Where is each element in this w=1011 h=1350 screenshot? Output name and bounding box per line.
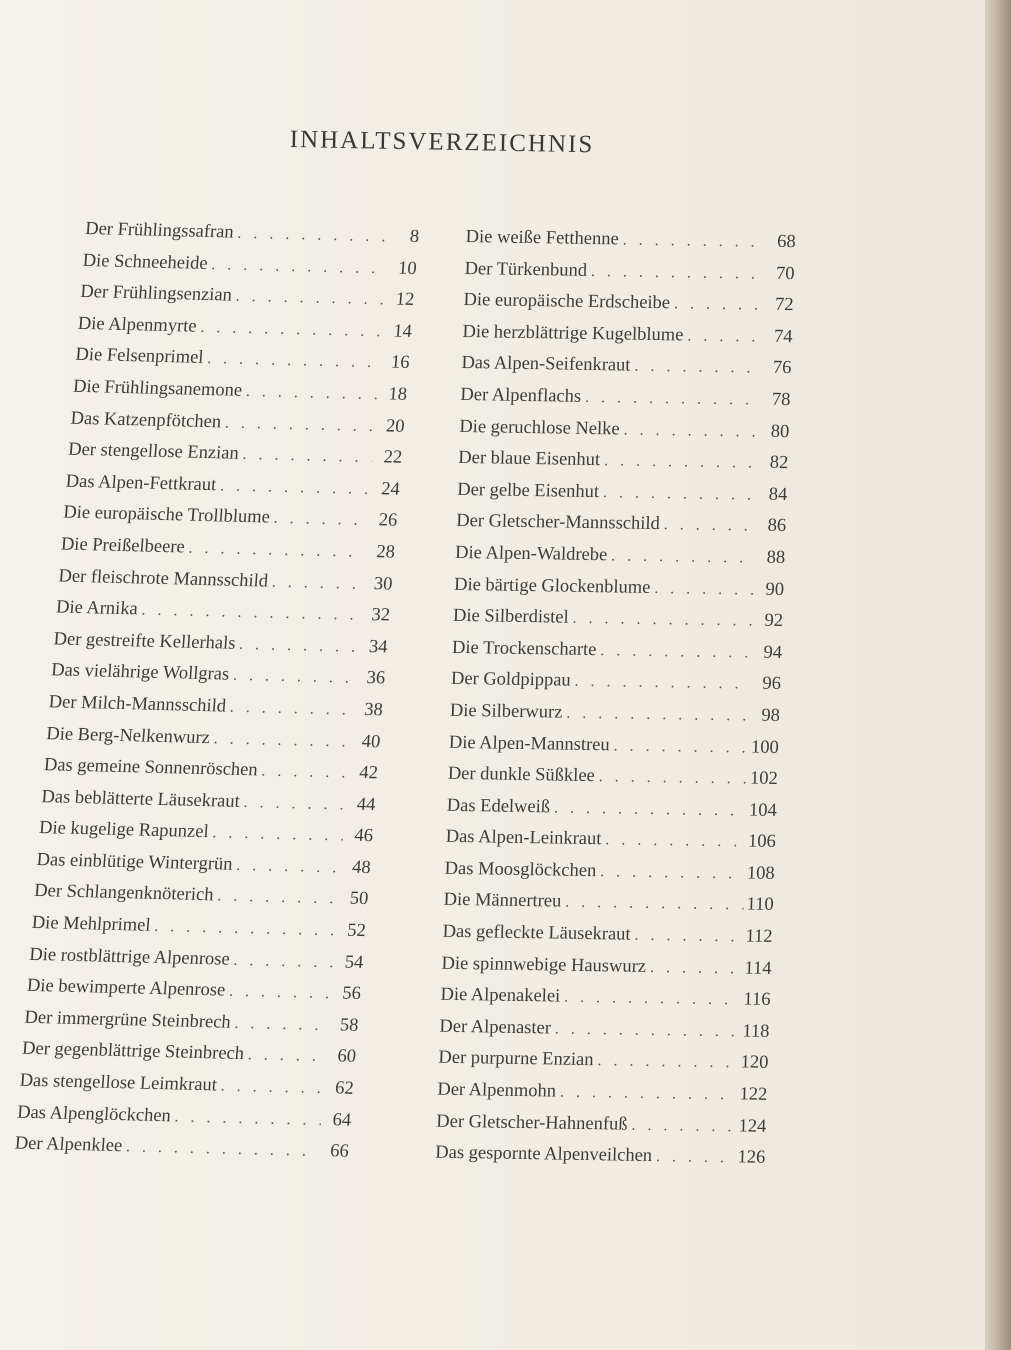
entry-title: Die bärtige Glockenblume xyxy=(453,574,651,598)
page-title: INHALTSVERZEICHNIS xyxy=(289,126,595,159)
dot-leader xyxy=(619,421,759,441)
entry-title: Die Alpenakelei xyxy=(440,984,561,1007)
entry-page-number: 56 xyxy=(341,983,362,1005)
dot-leader xyxy=(650,579,754,599)
entry-title: Die Berg-Nelkenwurz xyxy=(45,723,211,748)
dot-leader xyxy=(659,516,756,536)
entry-title: Die Arnika xyxy=(55,597,139,620)
entry-page-number: 120 xyxy=(740,1052,769,1074)
entry-title: Der purpurne Enzian xyxy=(438,1048,594,1071)
entry-title: Der Alpenklee xyxy=(14,1133,123,1157)
entry-page-number: 26 xyxy=(378,510,399,532)
dot-leader xyxy=(228,667,355,688)
dot-leader xyxy=(121,1138,319,1161)
entry-title: Das Alpenglöckchen xyxy=(16,1102,172,1126)
entry-page-number: 62 xyxy=(334,1078,355,1099)
entry-page-number: 82 xyxy=(769,452,789,474)
entry-page-number: 12 xyxy=(395,289,416,311)
dot-leader xyxy=(224,983,331,1004)
entry-page-number: 54 xyxy=(344,952,365,973)
entry-title: Die spinnwebige Hauswurz xyxy=(441,953,647,977)
dot-leader xyxy=(229,951,334,972)
entry-title: Die Schneeheide xyxy=(82,250,209,274)
entry-page-number: 116 xyxy=(743,989,771,1011)
entry-title: Der Goldpippau xyxy=(450,669,572,692)
entry-title: Der immergrüne Steinbrech xyxy=(23,1007,232,1033)
entry-title: Das Alpen-Seifenkraut xyxy=(461,353,631,376)
entry-title: Die europäische Trollblume xyxy=(62,502,271,528)
dot-leader xyxy=(627,1116,736,1136)
entry-title: Der gelbe Eisenhut xyxy=(456,479,600,502)
entry-title: Das Moosglöckchen xyxy=(444,858,597,881)
dot-leader xyxy=(683,327,763,346)
entry-page-number: 60 xyxy=(336,1046,357,1068)
dot-leader xyxy=(216,477,371,499)
dot-leader xyxy=(269,510,368,530)
entry-page-number: 22 xyxy=(382,447,403,468)
entry-page-number: 8 xyxy=(409,226,420,248)
entry-page-number: 44 xyxy=(356,794,377,815)
entry-page-number: 20 xyxy=(385,415,406,437)
entry-title: Das gespornte Alpenveilchen xyxy=(434,1142,653,1167)
toc-entry xyxy=(453,574,784,611)
toc-entry xyxy=(461,353,792,390)
entry-page-number: 68 xyxy=(776,231,796,253)
dot-leader xyxy=(670,295,764,314)
entry-title: Das Alpen-Fettkraut xyxy=(65,471,218,495)
entry-title: Der Alpenflachs xyxy=(460,384,582,407)
entry-title: Der Gletscher-Mannsschild xyxy=(455,511,661,535)
dot-leader xyxy=(581,389,761,410)
dot-leader xyxy=(568,610,753,631)
toc-entry xyxy=(454,543,785,580)
dot-leader xyxy=(184,539,366,561)
toc-entry xyxy=(447,764,778,801)
entry-page-number: 114 xyxy=(744,958,772,979)
entry-page-number: 124 xyxy=(738,1116,767,1137)
toc-entry xyxy=(443,890,774,927)
toc-entry xyxy=(435,1143,766,1180)
entry-title: Die Silberdistel xyxy=(452,605,570,628)
dot-leader xyxy=(216,1078,324,1099)
entry-title: Der Frühlingssafran xyxy=(84,219,235,243)
toc-entry xyxy=(459,416,790,453)
entry-title: Die Preißelbeere xyxy=(60,534,186,558)
toc-entry xyxy=(438,1048,769,1085)
dot-leader xyxy=(570,673,751,694)
toc-entry xyxy=(456,511,787,548)
entry-page-number: 24 xyxy=(380,479,401,500)
entry-title: Die bewimperte Alpenrose xyxy=(26,976,226,1001)
dot-leader xyxy=(239,794,346,815)
dot-leader xyxy=(235,636,359,657)
toc-entry xyxy=(446,795,777,832)
toc-entry xyxy=(457,480,788,517)
entry-title: Die Alpenmyrte xyxy=(77,313,198,337)
entry-page-number: 36 xyxy=(365,668,386,689)
dot-leader xyxy=(618,231,765,251)
entry-title: Der Gletscher-Hahnenfuß xyxy=(436,1111,628,1135)
dot-leader xyxy=(196,319,383,341)
entry-page-number: 90 xyxy=(765,579,785,600)
entry-title: Die rostblättrige Alpenrose xyxy=(28,944,231,970)
entry-page-number: 100 xyxy=(750,737,780,758)
toc-entry xyxy=(442,922,773,959)
dot-leader xyxy=(150,918,337,940)
entry-title: Die europäische Erdscheibe xyxy=(463,290,671,314)
toc-entry xyxy=(445,827,776,864)
dot-leader xyxy=(241,383,377,404)
toc-entry xyxy=(444,859,775,896)
entry-page-number: 96 xyxy=(762,674,782,695)
dot-leader xyxy=(230,1015,329,1035)
toc-entry xyxy=(441,953,772,990)
entry-title: Die herzblättrige Kugelblume xyxy=(462,321,684,346)
dot-leader xyxy=(233,225,390,247)
entry-page-number: 50 xyxy=(348,889,369,910)
dot-leader xyxy=(257,762,349,782)
entry-page-number: 46 xyxy=(353,826,374,847)
entry-title: Das stengellose Leimkraut xyxy=(18,1070,218,1096)
entry-page-number: 14 xyxy=(392,321,413,342)
entry-page-number: 16 xyxy=(390,352,411,374)
entry-page-number: 40 xyxy=(361,731,382,752)
entry-title: Die weiße Fetthenne xyxy=(465,227,620,250)
entry-page-number: 76 xyxy=(772,358,792,379)
entry-title: Die Mehlprimel xyxy=(31,912,152,936)
entry-page-number: 112 xyxy=(745,926,773,947)
dot-leader xyxy=(630,358,762,378)
dot-leader xyxy=(587,263,765,284)
dot-leader xyxy=(238,446,373,467)
entry-page-number: 58 xyxy=(339,1015,360,1036)
entry-title: Der Alpenmohn xyxy=(437,1079,557,1102)
dot-leader xyxy=(562,704,750,725)
toc-entry xyxy=(450,669,781,706)
toc-entry xyxy=(458,448,789,485)
entry-title: Der Schlangenknöterich xyxy=(33,881,215,906)
dot-leader xyxy=(556,1084,738,1105)
entry-title: Die Alpen-Waldrebe xyxy=(454,542,608,566)
entry-page-number: 52 xyxy=(346,920,367,942)
dot-leader xyxy=(207,256,388,278)
entry-title: Das Edelweiß xyxy=(446,795,551,818)
dot-leader xyxy=(213,888,339,909)
entry-page-number: 70 xyxy=(775,263,795,284)
toc-entry xyxy=(436,1111,767,1148)
entry-page-number: 78 xyxy=(771,389,791,411)
toc-entry xyxy=(463,290,794,327)
dot-leader xyxy=(561,894,744,915)
entry-page-number: 72 xyxy=(774,295,794,316)
dot-leader xyxy=(607,547,755,567)
toc-entry xyxy=(437,1080,768,1117)
entry-page-number: 86 xyxy=(767,516,787,537)
dot-leader xyxy=(550,799,747,820)
dot-leader xyxy=(646,959,742,978)
entry-title: Der Milch-Mannsschild xyxy=(48,692,227,717)
entry-page-number: 106 xyxy=(747,831,777,853)
dot-leader xyxy=(170,1108,322,1130)
entry-page-number: 38 xyxy=(363,699,384,721)
entry-page-number: 48 xyxy=(351,857,372,879)
entry-page-number: 34 xyxy=(368,636,389,658)
dot-leader xyxy=(609,737,749,757)
entry-title: Das gefleckte Läusekraut xyxy=(442,921,631,945)
entry-title: Das Katzenpfötchen xyxy=(69,408,222,432)
toc-entry xyxy=(452,606,783,643)
toc-entry xyxy=(440,985,771,1022)
entry-page-number: 88 xyxy=(766,547,786,568)
entry-title: Der gegenblättrige Steinbrech xyxy=(21,1039,245,1065)
dot-leader xyxy=(560,989,741,1010)
entry-page-number: 10 xyxy=(397,258,418,279)
toc-entry xyxy=(465,227,796,264)
dot-leader xyxy=(203,350,380,372)
entry-title: Die geruchlose Nelke xyxy=(459,416,620,439)
toc-entry xyxy=(449,701,780,738)
entry-page-number: 84 xyxy=(768,484,788,505)
entry-page-number: 102 xyxy=(749,768,779,790)
dot-leader xyxy=(599,484,758,504)
toc-entry xyxy=(462,322,793,359)
entry-page-number: 30 xyxy=(373,573,394,595)
entry-title: Das Alpen-Leinkraut xyxy=(445,827,602,850)
entry-page-number: 42 xyxy=(358,762,379,784)
entry-page-number: 110 xyxy=(746,894,774,916)
toc-entry xyxy=(451,638,782,675)
dot-leader xyxy=(600,452,759,472)
entry-page-number: 28 xyxy=(375,542,396,563)
entry-title: Der Türkenbund xyxy=(464,258,588,281)
entry-page-number: 104 xyxy=(748,800,778,821)
toc-left-column xyxy=(13,219,420,1173)
toc-entry xyxy=(448,732,779,769)
toc-entry xyxy=(13,1134,349,1174)
entry-title: Der gestreifte Kellerhals xyxy=(52,629,237,654)
entry-title: Der blaue Eisenhut xyxy=(458,448,601,471)
dot-leader xyxy=(208,824,344,845)
entry-page-number: 94 xyxy=(763,642,783,663)
dot-leader xyxy=(596,863,745,883)
entry-title: Das vielährige Wollgras xyxy=(50,660,230,685)
entry-title: Die Frühlingsanemone xyxy=(72,376,243,401)
toc-entry xyxy=(439,1017,770,1054)
entry-page-number: 118 xyxy=(742,1021,770,1042)
entry-title: Die Alpen-Mannstreu xyxy=(448,732,611,755)
dot-leader xyxy=(601,831,746,851)
dot-leader xyxy=(137,602,361,625)
dot-leader xyxy=(232,857,341,878)
dot-leader xyxy=(267,573,363,593)
entry-title: Die Trockenscharte xyxy=(451,637,597,660)
dot-leader xyxy=(243,1047,326,1067)
dot-leader xyxy=(652,1148,736,1167)
page-edge xyxy=(985,0,1011,1350)
entry-page-number: 98 xyxy=(761,705,781,726)
entry-page-number: 32 xyxy=(370,605,391,626)
entry-page-number: 108 xyxy=(746,863,776,884)
toc-entry xyxy=(460,385,791,422)
entry-title: Die Männertreu xyxy=(443,890,562,913)
entry-page-number: 66 xyxy=(329,1141,350,1162)
dot-leader xyxy=(551,1020,740,1041)
entry-title: Das gemeine Sonnenröschen xyxy=(43,755,259,781)
entry-page-number: 74 xyxy=(773,326,793,347)
toc-entry xyxy=(464,259,795,296)
entry-page-number: 64 xyxy=(331,1109,352,1131)
dot-leader xyxy=(220,414,375,436)
dot-leader xyxy=(209,730,351,751)
entry-title: Der Alpenaster xyxy=(439,1016,552,1039)
entry-title: Das einblütige Wintergrün xyxy=(35,849,234,875)
dot-leader xyxy=(231,288,385,310)
toc-right-column xyxy=(435,227,796,1180)
entry-title: Der fleischrote Mannsschild xyxy=(57,565,269,592)
dot-leader xyxy=(225,698,353,719)
entry-page-number: 126 xyxy=(737,1147,766,1169)
entry-title: Die Felsenprimel xyxy=(74,345,205,369)
entry-title: Die kugelige Rapunzel xyxy=(38,818,210,843)
entry-title: Der dunkle Süßklee xyxy=(447,763,596,787)
dot-leader xyxy=(593,1053,738,1073)
entry-page-number: 80 xyxy=(770,421,790,442)
entry-title: Der Frühlingsenzian xyxy=(79,282,233,306)
entry-page-number: 92 xyxy=(764,610,784,632)
entry-page-number: 122 xyxy=(739,1084,768,1105)
entry-title: Der stengellose Enzian xyxy=(67,439,240,464)
entry-title: Das beblätterte Läusekraut xyxy=(40,786,241,812)
dot-leader xyxy=(630,927,743,947)
entry-title: Die Silberwurz xyxy=(449,700,563,723)
entry-page-number: 18 xyxy=(387,384,408,405)
dot-leader xyxy=(594,768,748,788)
dot-leader xyxy=(596,642,752,662)
